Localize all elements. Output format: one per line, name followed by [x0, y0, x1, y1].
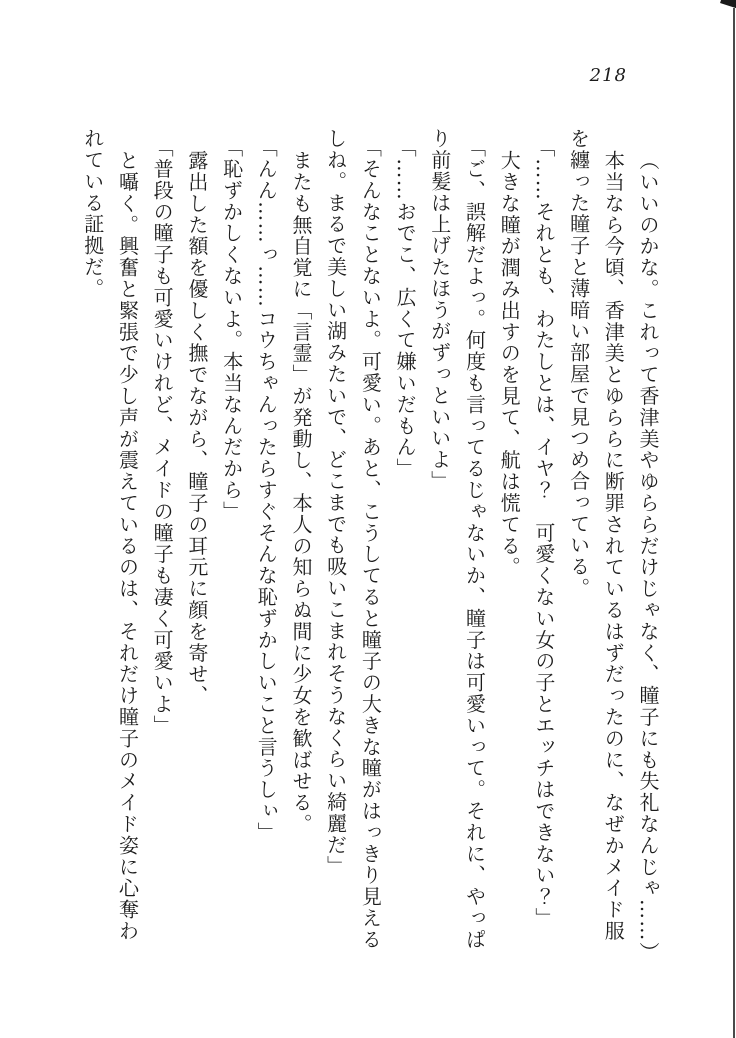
text-column: 「そんなことないよ。可愛い。あと、こうしてると瞳子の大きな瞳がはっきり見える [358, 137, 383, 951]
vertical-text-block [75, 128, 665, 964]
text-column: 「……おでこ、広くて嫌いだもん」 [393, 137, 418, 480]
text-column: 「ご、誤解だよっ。何度も言ってるじゃないか、瞳子は可愛いって。それに、やっぱ [462, 137, 487, 951]
text-column: れている証拠だ。 [80, 128, 105, 300]
text-column: 「恥ずかしくないよ。本当なんだから」 [219, 137, 244, 523]
text-column: を纏った瞳子と薄暗い部屋で見つめ合っている。 [566, 128, 591, 599]
text-column: （いいのかな。これって香津美やゆららだけじゃなく、瞳子にも失礼なんじゃ……） [636, 150, 660, 964]
text-column: 露出した額を優しく撫でながら、瞳子の耳元に顔を寄せ、 [184, 150, 209, 707]
scan-edge-line [733, 8, 735, 1038]
text-column: 「……それとも、わたしとは、イヤ？ 可愛くない女の子とエッチはできない？」 [531, 137, 556, 929]
text-column: 「んん……っ……コウちゃんったらすぐそんな恥ずかしいこと言うしぃ」 [254, 137, 279, 844]
text-column: 本当なら今頃、香津美とゆららに断罪されているはずだったのに、なぜかメイド服 [601, 150, 626, 942]
page-number: 218 [589, 65, 627, 86]
text-column: 大きな瞳が潤み出すのを見て、航は慌てる。 [497, 150, 522, 578]
text-column: 「普段の瞳子も可愛いけれど、メイドの瞳子も凄く可愛いよ」 [150, 137, 175, 737]
text-column: しね。まるで美しい湖みたいで、どこまでも吸いこまれそうなくらい綺麗だ」 [323, 128, 348, 877]
text-column: と囁く。興奮と緊張で少し声が震えているのは、それだけ瞳子のメイド姿に心奪わ [115, 150, 140, 942]
text-column: またも無自覚に「言霊」が発動し、本人の知らぬ間に少女を歓ばせる。 [288, 150, 313, 835]
text-column: り前髪は上げたほうがずっといいよ」 [427, 128, 452, 492]
